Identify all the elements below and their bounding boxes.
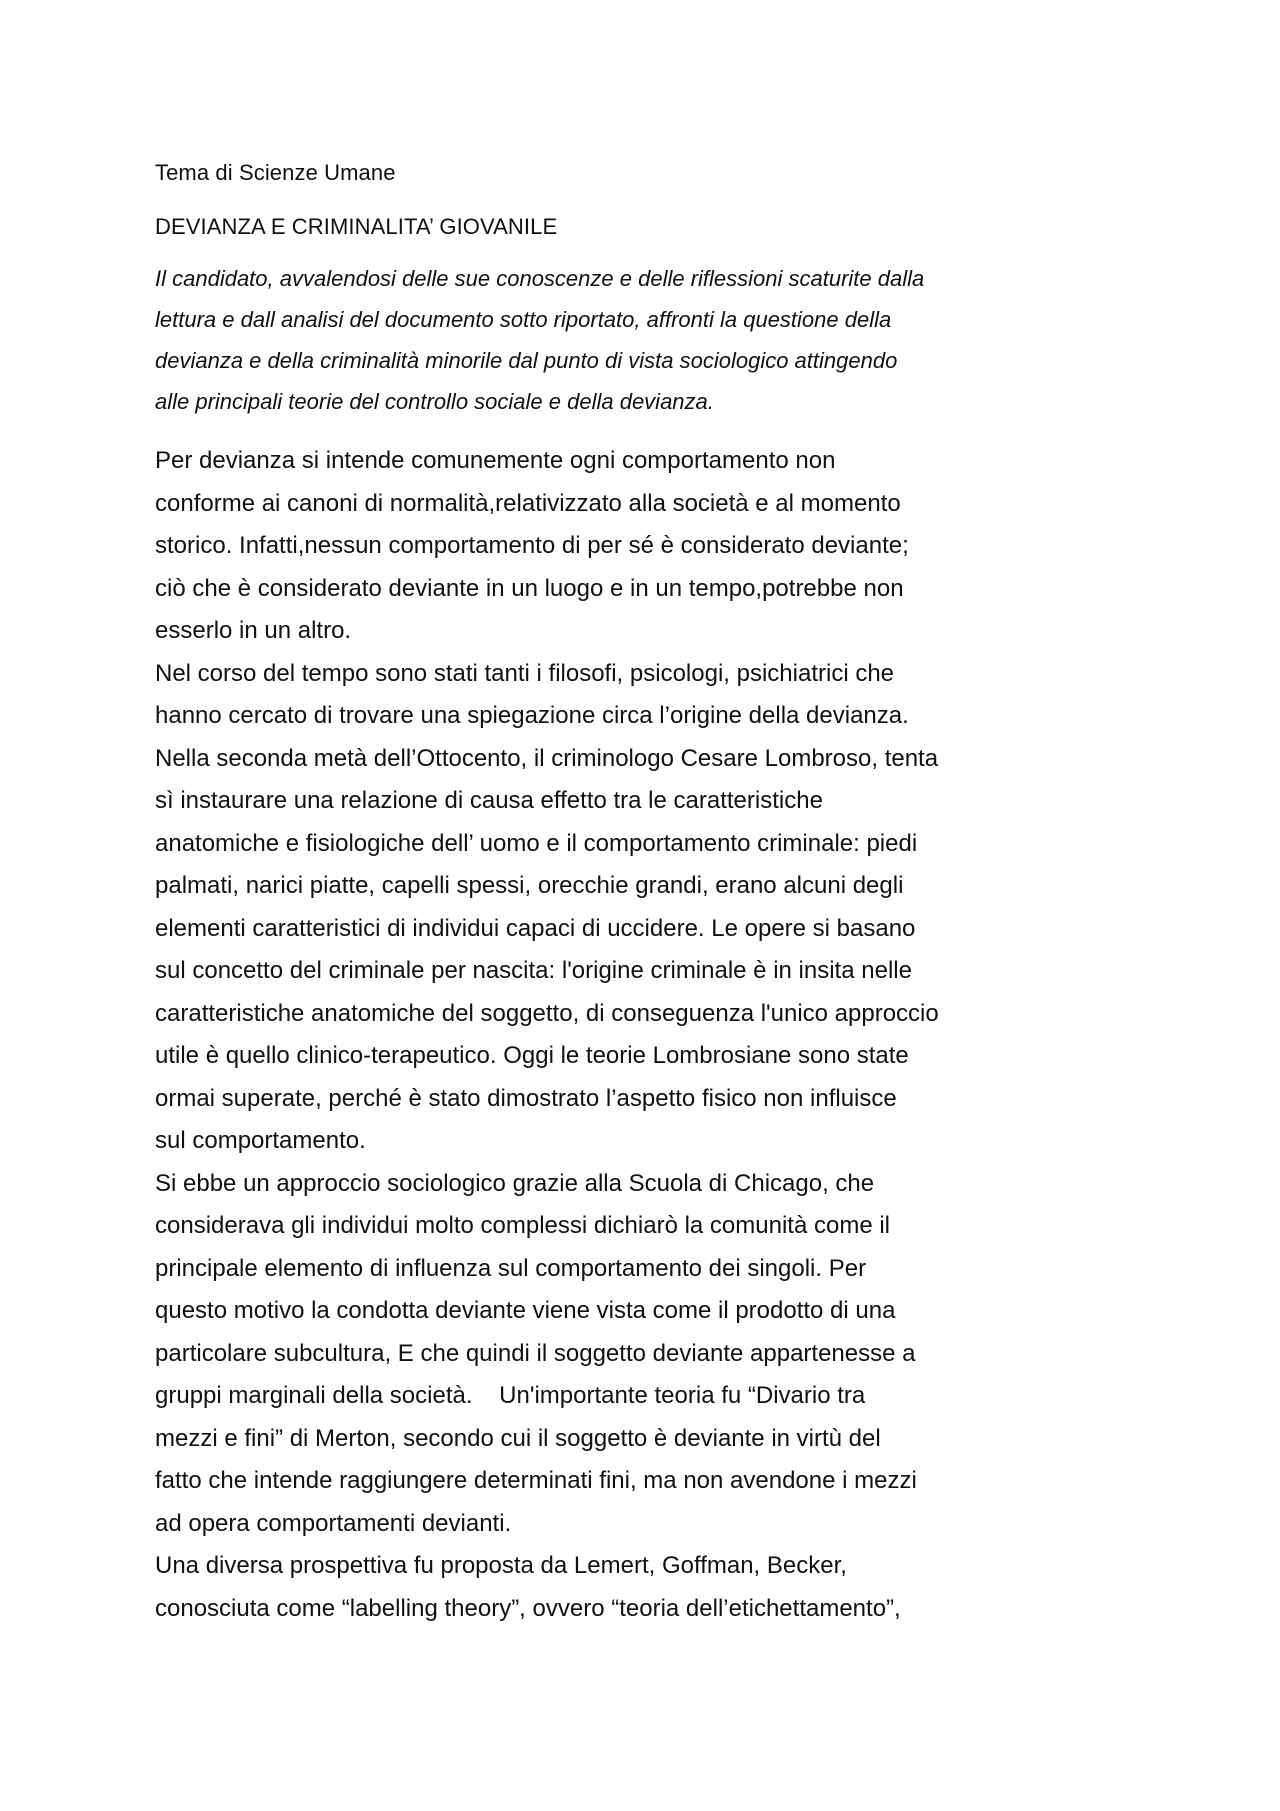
essay-line: fatto che intende raggiungere determinati fini, ma non avendone i mezzi bbox=[155, 1467, 917, 1494]
assignment-prompt bbox=[155, 258, 1155, 422]
essay-line: sì instaurare una relazione di causa effetto tra le caratteristiche bbox=[155, 787, 823, 814]
essay-line: storico. Infatti,nessun comportamento di per sé è considerato deviante; bbox=[155, 532, 909, 559]
essay-line: principale elemento di influenza sul comportamento dei singoli. Per bbox=[155, 1254, 867, 1282]
prompt-line: alle principali teorie del controllo sociale e della devianza. bbox=[155, 389, 714, 414]
essay-line: Per devianza si intende comunemente ogni comportamento non bbox=[155, 447, 836, 474]
prompt-line: devianza e della criminalità minorile dal punto di vista sociologico attingendo bbox=[155, 348, 898, 373]
essay-line: palmati, narici piatte, capelli spessi, orecchie grandi, erano alcuni degli bbox=[155, 872, 904, 899]
essay-line: ormai superate, perché è stato dimostrato l’aspetto fisico non influisce bbox=[155, 1084, 897, 1112]
essay-line: sul concetto del criminale per nascita: l'origine criminale è in insita nelle bbox=[155, 957, 912, 984]
essay-line: sul comportamento. bbox=[155, 1127, 366, 1154]
essay-line: ciò che è considerato deviante in un luogo e in un tempo,potrebbe non bbox=[155, 574, 904, 602]
document-page bbox=[155, 158, 1155, 1630]
essay-line: hanno cercato di trovare una spiegazione circa l’origine della devianza. bbox=[155, 702, 909, 729]
essay-line: considerava gli individui molto complessi dichiarò la comunità come il bbox=[155, 1212, 890, 1239]
prompt-line: Il candidato, avvalendosi delle sue conoscenze e delle riflessioni scaturite dalla bbox=[155, 266, 925, 291]
essay-line: anatomiche e fisiologiche dell’ uomo e il comportamento criminale: piedi bbox=[155, 829, 918, 857]
essay-line: conforme ai canoni di normalità,relativizzato alla società e al momento bbox=[155, 489, 901, 517]
essay-body bbox=[155, 440, 1155, 1630]
essay-line: gruppi marginali della società. Un'importante teoria fu “Divario tra bbox=[155, 1382, 866, 1409]
essay-line: Si ebbe un approccio sociologico grazie alla Scuola di Chicago, che bbox=[155, 1169, 875, 1197]
essay-line: Nel corso del tempo sono stati tanti i filosofi, psicologi, psichiatrici che bbox=[155, 659, 895, 687]
document-title: DEVIANZA E CRIMINALITA’ GIOVANILE bbox=[155, 214, 558, 239]
essay-line: elementi caratteristici di individui capaci di uccidere. Le opere si basano bbox=[155, 914, 916, 942]
essay-line: utile è quello clinico-terapeutico. Oggi le teorie Lombrosiane sono state bbox=[155, 1042, 909, 1069]
essay-line: caratteristiche anatomiche del soggetto, di conseguenza l'unico approccio bbox=[155, 999, 939, 1027]
essay-line: mezzi e fini” di Merton, secondo cui il soggetto è deviante in virtù del bbox=[155, 1424, 881, 1452]
essay-line: Una diversa prospettiva fu proposta da Lemert, Goffman, Becker, bbox=[155, 1552, 847, 1579]
prompt-line: lettura e dall analisi del documento sotto riportato, affronti la questione della bbox=[155, 307, 892, 332]
essay-line: particolare subcultura, E che quindi il soggetto deviante appartenesse a bbox=[155, 1339, 916, 1367]
essay-line: Nella seconda metà dell’Ottocento, il criminologo Cesare Lombroso, tenta bbox=[155, 744, 939, 772]
essay-line: esserlo in un altro. bbox=[155, 617, 352, 644]
document-subject: Tema di Scienze Umane bbox=[155, 160, 396, 185]
essay-line: ad opera comportamenti devianti. bbox=[155, 1509, 512, 1537]
essay-line: conosciuta come “labelling theory”, ovvero “teoria dell’etichettamento”, bbox=[155, 1594, 901, 1622]
essay-line: questo motivo la condotta deviante viene vista come il prodotto di una bbox=[155, 1297, 896, 1324]
